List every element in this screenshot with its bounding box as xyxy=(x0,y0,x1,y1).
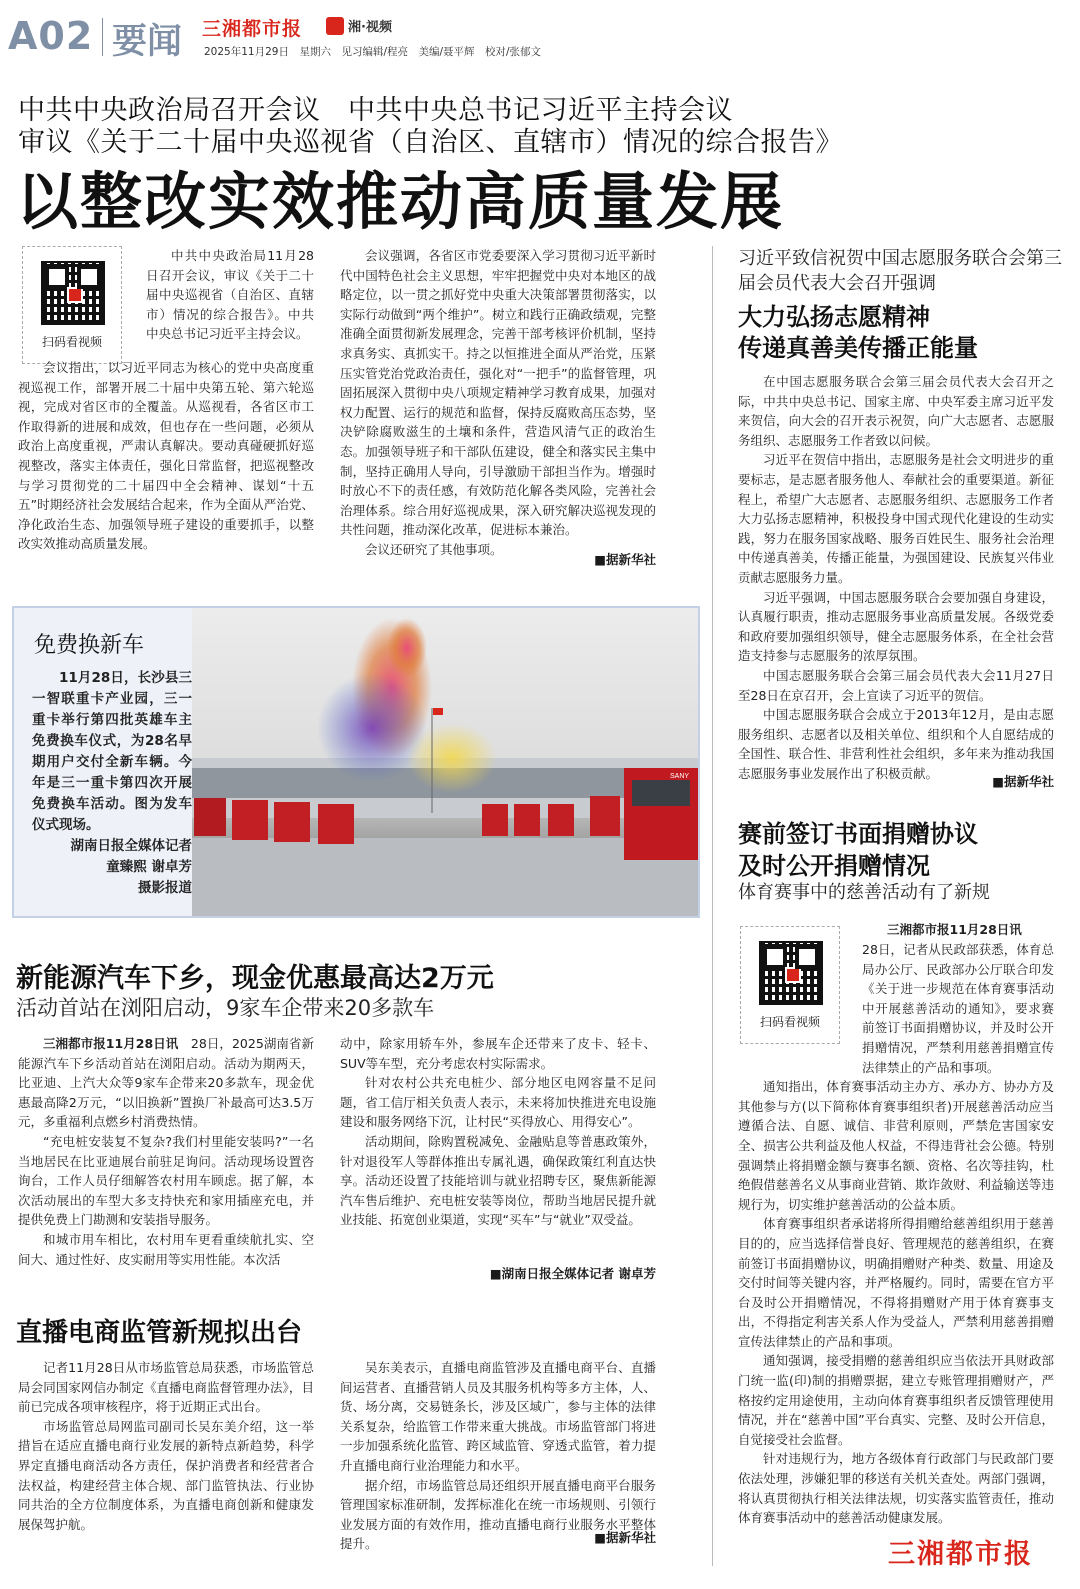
charity-paragraph: 通知指出，体育赛事活动主办方、承办方、协办方及其他参与方(以下简称体育赛事组织者)开展慈善活动应当遵循合法、自愿、诚信、非营利原则，严禁危害国家安全、损害公共利益及他人权益，不得违背社会公德。特别强调禁止将捐赠金额与赛事名额、资格、名次等挂钩，杜绝假借慈善名义从事商业营销、欺诈敛财、利益输送等违规行为，切实维护慈善活动的公益本质。 xyxy=(738,1079,1054,1212)
ev-source: ■湖南日报全媒体记者 谢卓芳 xyxy=(489,1266,656,1281)
truck xyxy=(274,802,310,842)
photo-title: 免费换新车 xyxy=(34,633,145,658)
charity-subtitle: 体育赛事中的慈善活动有了新规 xyxy=(738,882,990,903)
ev-paragraph: 针对农村公共充电桩少、部分地区电网容量不足问题，省工信厅相关负责人表示，未来将加快推进充电设施建设和服务网络下沉，让村民“买得放心、用得安心”。 xyxy=(340,1075,656,1130)
live-paragraph: 市场监管总局网监司副司长吴东美介绍，这一举措旨在适应直播电商行业发展的新特点新趋势，科学界定直播电商活动各方责任，保护消费者和经营者合法权益，构建经营主体合规、部门监管执法、行业协同共治的全方位制度体系，为直播电商创新和健康发展保驾护航。 xyxy=(18,1418,314,1532)
masthead-divider xyxy=(102,18,103,56)
ev-col2 xyxy=(340,1034,656,1230)
volunteer-body xyxy=(738,372,1054,783)
page-number: A02 xyxy=(8,14,94,58)
video-logo-icon xyxy=(326,17,344,35)
truck xyxy=(482,804,508,836)
charity-title-1: 赛前签订书面捐赠协议 xyxy=(738,820,978,848)
volunteer-paragraph: 中国志愿服务联合会成立于2013年12月，是由志愿服务组织、志愿者以及相关单位、组织和个人自愿结成的全国性、联合性、非营利性社会组织，多年来为推动我国志愿服务事业发展作出了积极贡献。 xyxy=(738,707,1054,781)
ev-paragraph: 动中，除家用轿车外，参展车企还带来了皮卡、轻卡、SUV等车型，充分考虑农村实际需求。 xyxy=(340,1036,656,1071)
video-logo xyxy=(326,16,392,35)
qr-caption: 扫码看视频 xyxy=(41,335,102,349)
charity-intro xyxy=(862,920,1054,940)
smoke-yellow xyxy=(407,723,497,793)
volunteer-title-2: 传递真善美传播正能量 xyxy=(738,334,978,362)
ev-lede-text: 28日，2025湖南省新能源汽车下乡活动首站在浏阳启动。活动为期两天，比亚迪、上汽大众等9家车企带来20多款车，现金优惠最高降2万元，“以旧换新”置换厂补最高可达3.5万元，多重福利点燃乡村消费热情。 xyxy=(18,1036,315,1130)
ev-paragraph: 和城市用车相比，农村用车更看重续航扎实、空间大、通过性好、皮实耐用等实用性能。本次活 xyxy=(18,1231,314,1267)
charity-paragraph: 28日，记者从民政部获悉，体育总局办公厅、民政部办公厅联合印发《关于进一步规范在体育赛事活动中开展慈善活动的通知》，要求赛前签订书面捐赠协议，并及时公开捐赠情况，严禁利用慈善捐赠宣传法律禁止的产品和事项。 xyxy=(862,942,1054,1075)
volunteer-source: ■据新华社 xyxy=(992,774,1054,789)
lead-paragraph: 会议强调，各省区市党委要深入学习贯彻习近平新时代中国特色社会主义思想，牢牢把握党中央对本地区的战略定位，以一贯之抓好党中央重大决策部署贯彻落实，以实际行动做到“两个维护”。树立和践行正确政绩观，完整准确全面贯彻新发展理念，完善干部考核评价机制，坚持求真务实、真抓实干。持之以恒推进全面从严治党，压紧压实管党治党政治责任，强化对“一把手”的监督管理，巩固拓展深入贯彻中央八项规定精神学习教育成果，加强对权力配置、运行的规范和监督，保持反腐败高压态势，坚决铲除腐败滋生的土壤和条件，营造风清气正的政治生态。加强领导班子和干部队伍建设，健全和落实民主集中制，坚持正确用人导向，引导激励干部担当作为。增强时时放心不下的责任感，有效防范化解各类风险，完善社会治理体系。综合用好巡视成果，深入研究解决巡视发现的共性问题，推动深化改革，促进标本兼治。 xyxy=(340,248,656,538)
volunteer-title-1: 大力弘扬志愿精神 xyxy=(738,303,930,331)
charity-paragraph: 体育赛事组织者承诺将所得捐赠给慈善组织用于慈善目的的，应当选择信誉良好、管理规范的慈善组织，在赛前签订书面捐赠协议，明确捐赠财产种类、数量、用途及交付时间等关键内容，并严格履约。同时，需要在官方平台及时公开捐赠情况，不得将捐赠财产用于体育赛事支出，不得指定利害关系人作为受益人，严禁利用慈善捐赠宣传法律禁止的产品和事项。 xyxy=(738,1216,1054,1349)
photo-credit-3: 摄影报道 xyxy=(138,880,192,896)
ev-subtitle: 活动首站在浏阳启动，9家车企带来20多款车 xyxy=(16,996,435,1020)
lead-paragraph: 会议指出，以习近平同志为核心的党中央高度重视巡视工作，部署开展二十届中央第五轮、第六轮巡视，完成对省区市的全覆盖。从巡视看，各省区市工作取得新的进展和成效，但也存在一些问题，必须从政治上高度重视，严肃认真解决。要动真碰硬抓好巡视整改，落实主体责任，强化日常监督，把巡视整改与学习贯彻党的二十届四中全会精神、谋划“十五五”时期经济社会发展结合起来，作为全面从严治党、净化政治生态、加强领导班子建设的重要抓手，以整改实效推动高质量发展。 xyxy=(18,360,314,552)
date-line: 2025年11月29日 星期六 见习编辑/程亮 美编/聂平辉 校对/张郁文 xyxy=(204,46,542,58)
truck-photo-svg xyxy=(192,608,698,916)
charity-paragraph xyxy=(862,920,1054,940)
truck xyxy=(194,798,226,836)
charity-title-2: 及时公开捐赠情况 xyxy=(738,852,930,880)
flag xyxy=(433,708,443,715)
truck xyxy=(548,804,574,836)
live-paragraph: 据介绍，市场监管总局还组织开展直播电商平台服务管理国家标准研制，发挥标准化在统一市场规则、引领行业发展方面的有效作用，推动直播电商行业服务水平整体提升。 xyxy=(340,1477,656,1552)
charity-body xyxy=(738,940,1054,1528)
photo-block xyxy=(12,606,700,918)
masthead-logo: 三湘都市报 xyxy=(202,18,303,40)
truck xyxy=(318,804,354,844)
volunteer-paragraph: 在中国志愿服务联合会第三届会员代表大会召开之际，中共中央总书记、国家主席、中央军委主席习近平发来贺信，向大会的召开表示祝贺，向广大志愿者、志愿服务组织、志愿服务工作者致以问候。 xyxy=(738,374,1054,448)
column-rule xyxy=(712,246,713,1566)
lead-qr-block[interactable] xyxy=(22,246,122,364)
lead-kicker-2: 审议《关于二十届中央巡视省（自治区、直辖市）情况的综合报告》 xyxy=(18,127,843,158)
charity-paragraph: 针对违规行为，地方各级体育行政部门与民政部门要依法处理，涉嫌犯罪的移送有关机关查处。两部门强调，将认真贯彻执行相关法律法规，切实落实监管责任，推动体育赛事活动中的慈善活动健康发展。 xyxy=(738,1451,1054,1526)
ground xyxy=(192,838,698,916)
live-title: 直播电商监管新规拟出台 xyxy=(16,1318,303,1348)
lead-kicker-1: 中共中央政治局召开会议 中共中央总书记习近平主持会议 xyxy=(18,95,733,126)
qr-code-icon[interactable] xyxy=(41,261,105,325)
qr-caption: 扫码看视频 xyxy=(759,1015,820,1029)
photo-credit-1: 湖南日报全媒体记者 xyxy=(70,838,192,854)
truck-windshield xyxy=(632,780,690,806)
ev-paragraph: 活动期间，除购置税减免、金融贴息等普惠政策外，针对退役军人等群体推出专属礼遇，确保政策红利直达快享。活动还设置了技能培训与就业招聘专区，聚焦新能源汽车售后维护、充电桩安装等岗位，帮助当地居民提升就业技能、拓宽创业渠道，实现“买车”与“就业”双受益。 xyxy=(340,1133,656,1228)
truck xyxy=(514,804,540,836)
live-paragraph: 记者11月28日从市场监管总局获悉，市场监管总局会同国家网信办制定《直播电商监督管理办法》，目前已完成各项审核程序，将于近期正式出台。 xyxy=(18,1360,314,1415)
lead-title: 以整改实效推动高质量发展 xyxy=(16,165,785,238)
volunteer-paragraph: 习近平强调，中国志愿服务联合会要加强自身建设，认真履行职责，推动志愿服务事业高质量发展。各级党委和政府要加强组织领导，健全志愿服务体系，在全社会营造支持参与志愿服务的浓厚氛围。 xyxy=(738,589,1054,664)
lead-paragraph: 会议还研究了其他事项。 xyxy=(365,541,503,557)
video-logo-text: 湘·视频 xyxy=(348,20,392,35)
live-paragraph: 吴东美表示，直播电商监管涉及直播电商平台、直播间运营者、直播营销人员及其服务机构等多方主体，人、货、场分离，交易链条长，涉及区域广，参与主体的法律关系复杂，给监管工作带来重大挑战。市场监管部门将进一步加强系统化监管、跨区域监管、穿透式监管，着力提升直播电商行业治理能力和水平。 xyxy=(340,1360,656,1473)
charity-paragraph: 通知强调，接受捐赠的慈善组织应当依法开具财政部门统一监(印)制的捐赠票据，建立专账管理捐赠财产，严格按约定用途使用，主动向体育赛事组织者反馈管理使用情况，并在“慈善中国”平台真实、完整、及时公开信息，自觉接受社会监督。 xyxy=(738,1353,1054,1447)
truck-photo xyxy=(192,608,698,916)
photo-caption-text: 11月28日，长沙县三一智联重卡产业园，三一重卡举行第四批英雄车主免费换车仪式，为28名早期用户交付全新车辆。今年是三一重卡第四次开展免费换车活动。图为发车仪式现场。 xyxy=(32,670,192,833)
volunteer-paragraph: 中国志愿服务联合会第三届会员代表大会11月27日至28日在京召开，会上宣读了习近平的贺信。 xyxy=(738,667,1054,703)
photo-credit-2: 童臻熙 谢卓芳 xyxy=(106,859,192,875)
truck xyxy=(590,796,620,836)
lead-col1-intro xyxy=(146,246,314,344)
lead-source: ■据新华社 xyxy=(594,552,656,567)
truck-brand-text: SANY xyxy=(670,773,690,780)
lead-paragraph: 中共中央政治局11月28日召开会议，审议《关于二十届中央巡视省（自治区、直辖市）情况的综合报告》。中共中央总书记习近平主持会议。 xyxy=(146,248,314,342)
lead-col2-body xyxy=(340,246,656,560)
lead-col1-body xyxy=(18,358,314,554)
smoke-top xyxy=(387,618,427,678)
volunteer-kicker: 习近平致信祝贺中国志愿服务联合会第三届会员代表大会召开强调 xyxy=(738,248,1062,294)
truck xyxy=(232,800,268,840)
ev-paragraph xyxy=(18,1034,314,1132)
live-col2 xyxy=(340,1358,656,1554)
section-name: 要闻 xyxy=(112,22,183,62)
ev-lede: 三湘都市报11月28日讯 xyxy=(43,1036,179,1051)
ev-col1 xyxy=(18,1034,314,1269)
ev-paragraph: “充电桩安装复不复杂?我们村里能安装吗?”一名当地居民在比亚迪展台前驻足询问。活动现场设置咨询台，工作人员仔细解答农村用车顾虑。据了解，本次活动展出的车型大多支持快充和家用插座充电，并提供免费上门勘测和安装指导服务。 xyxy=(18,1133,314,1228)
live-source: ■据新华社 xyxy=(594,1530,656,1545)
ev-title: 新能源汽车下乡，现金优惠最高达2万元 xyxy=(16,963,494,994)
volunteer-paragraph: 习近平在贺信中指出，志愿服务是社会文明进步的重要标志，是志愿者服务他人、奉献社会的重要渠道。新征程上，希望广大志愿者、志愿服务组织、志愿服务工作者大力弘扬志愿精神，积极投身中国式现代化建设的生动实践，努力在服务国家战略、服务百姓民生、服务社会治理中传递真善美，传播正能量，为强国建设、民族复兴伟业贡献志愿服务力量。 xyxy=(738,452,1054,585)
photo-caption xyxy=(32,668,192,899)
live-col1 xyxy=(18,1358,314,1534)
footer-logo: 三湘都市报 xyxy=(884,1532,1037,1571)
charity-lede: 三湘都市报11月28日讯 xyxy=(887,922,1022,937)
